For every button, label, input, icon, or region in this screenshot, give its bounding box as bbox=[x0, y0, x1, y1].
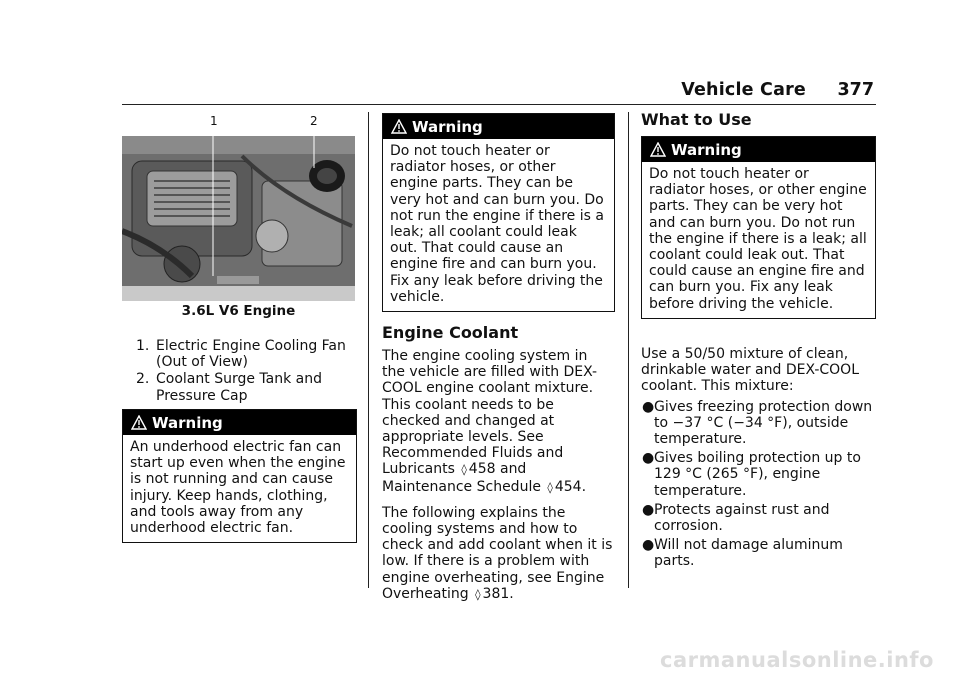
callout-1: 1 bbox=[210, 114, 218, 128]
list-item-number: 1. bbox=[136, 338, 150, 354]
warning-header bbox=[123, 410, 356, 435]
list-item-number: 2. bbox=[136, 371, 150, 388]
list-item bbox=[126, 338, 351, 370]
list-item-text: Electric Engine Cooling Fan (Out of View) bbox=[156, 338, 346, 371]
bullet-icon: ● bbox=[642, 537, 655, 554]
page-ref-link[interactable]: 458 bbox=[468, 461, 496, 478]
engine-coolant-body bbox=[382, 348, 614, 612]
figure-caption: 3.6L V6 Engine bbox=[181, 303, 296, 319]
page-ref-link[interactable]: 381. bbox=[482, 585, 514, 602]
engine-coolant-heading: Engine Coolant bbox=[382, 323, 519, 342]
column-divider-2 bbox=[628, 112, 629, 588]
warning-box-hoses bbox=[382, 113, 615, 312]
list-item bbox=[641, 537, 875, 569]
what-to-use-heading: What to Use bbox=[641, 110, 752, 129]
warning-triangle-icon bbox=[650, 142, 666, 157]
engine-compartment-illustration bbox=[122, 136, 355, 301]
page-header bbox=[122, 80, 876, 105]
list-item-text: Coolant Surge Tank and Pressure Cap bbox=[156, 371, 322, 404]
warning-label: Warning bbox=[152, 413, 223, 432]
callout-2: 2 bbox=[310, 114, 318, 128]
column-divider-1 bbox=[368, 112, 369, 588]
page-ref-icon: ◊ bbox=[475, 587, 481, 601]
warning-label: Warning bbox=[671, 140, 742, 159]
bullet-text: Protects against rust and corrosion. bbox=[654, 501, 830, 535]
warning-text: Do not touch heater or radiator hoses, or other engine parts. They can be very hot and can burn you. Do not run the engine if there is a leak; all coolant could leak out. That could cause an engine fire and can burn you. Fix any leak before driving the vehicle. bbox=[649, 166, 867, 312]
what-to-use-body bbox=[641, 346, 875, 573]
warning-label: Warning bbox=[412, 117, 483, 136]
bullet-text: Gives freezing protection down to −37 °C (−34 °F), outside temperature. bbox=[654, 398, 873, 448]
bullet-text: Gives boiling protection up to 129 °C (265 °F), engine temperature. bbox=[654, 450, 861, 499]
warning-header bbox=[383, 114, 614, 139]
page-ref-icon: ◊ bbox=[547, 480, 553, 494]
paragraph bbox=[382, 505, 614, 603]
warning-triangle-icon bbox=[131, 415, 147, 430]
page-number: 377 bbox=[837, 80, 874, 100]
list-item bbox=[126, 371, 351, 403]
paragraph-text: and Maintenance Schedule bbox=[382, 461, 541, 495]
warning-triangle-icon bbox=[391, 119, 407, 134]
bullet-icon: ● bbox=[642, 450, 655, 467]
paragraph-text: The engine cooling system in the vehicle are filled with DEX-COOL engine coolant mixture. This coolant needs to be checked and changed at appropriate levels. See Recommended Fluids and Lubricants bbox=[382, 348, 598, 478]
list-item bbox=[641, 450, 875, 499]
warning-header bbox=[642, 137, 875, 162]
callout-list bbox=[126, 338, 351, 405]
bullet-icon: ● bbox=[642, 501, 655, 518]
paragraph bbox=[382, 348, 614, 496]
bullet-text: Will not damage aluminum parts. bbox=[654, 537, 843, 570]
bullet-icon: ● bbox=[642, 398, 655, 415]
warning-box-hoses-2 bbox=[641, 136, 876, 319]
list-item bbox=[641, 502, 875, 534]
paragraph-text: The following explains the cooling systems and how to check and add coolant when it is low. If there is a problem with engine overheating, see Engine Overheating bbox=[382, 504, 613, 602]
warning-box-fan bbox=[122, 409, 357, 543]
section-title: Vehicle Care bbox=[681, 80, 806, 100]
warning-text: Do not touch heater or radiator hoses, or other engine parts. They can be very hot and can burn you. Do not run the engine if there is a leak; all coolant could leak out. That could cause an engine fire and can burn you. Fix any leak before driving the vehicle. bbox=[390, 143, 604, 305]
intro-paragraph: Use a 50/50 mixture of clean, drinkable water and DEX-COOL coolant. This mixture: bbox=[641, 346, 859, 395]
list-item bbox=[641, 399, 875, 448]
page-ref-icon: ◊ bbox=[461, 463, 467, 477]
engine-figure bbox=[122, 114, 355, 302]
page-ref-link[interactable]: 454. bbox=[554, 478, 587, 495]
footer-watermark: carmanualsonline.info bbox=[660, 648, 934, 672]
warning-text: An underhood electric fan can start up even when the engine is not running and can cause injury. Keep hands, clothing, and tools away from any underhood electric fan. bbox=[130, 439, 346, 537]
